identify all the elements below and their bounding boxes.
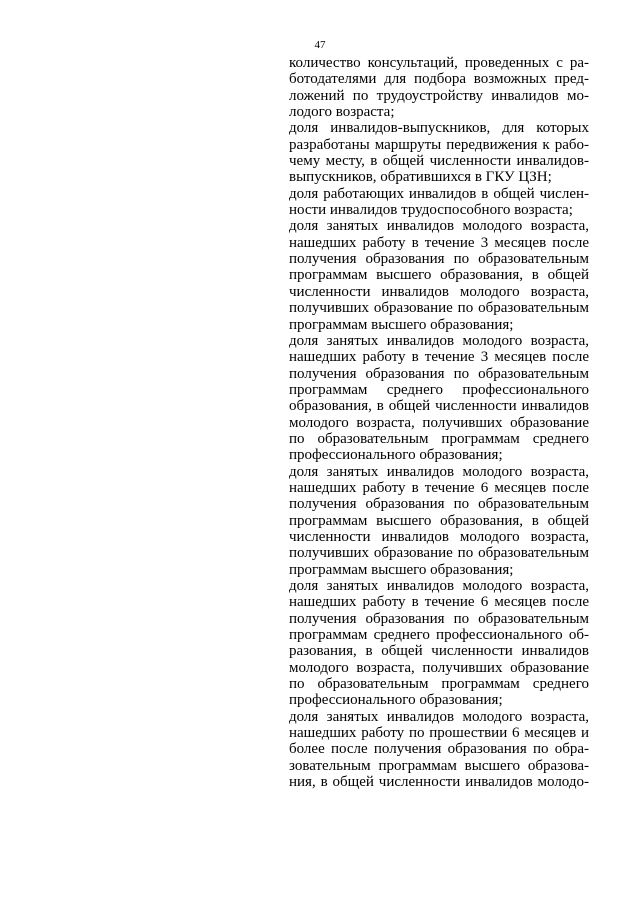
text-line: нашедших работу в течение 3 месяцев после [289, 349, 589, 366]
text-line: нашедших работу в течение 6 месяцев после [289, 594, 589, 611]
text-line: нашедших работу в течение 3 месяцев после [289, 234, 589, 251]
text-line: лодого возраста; [289, 104, 395, 121]
text-line: получивших образование по образовательным [289, 545, 589, 562]
text-line: доля занятых инвалидов молодого возраста, [289, 332, 589, 349]
text-line: по образовательным программам среднего [289, 430, 589, 447]
text-line: выпускников, обратившихся в ГКУ ЦЗН; [289, 169, 552, 186]
text-line: численности инвалидов молодого возраста, [289, 283, 589, 300]
text-line: доля занятых инвалидов молодого возраста, [289, 708, 589, 725]
text-line: ности инвалидов трудоспособного возраста; [289, 202, 573, 219]
text-line: доля занятых инвалидов молодого возраста, [289, 463, 589, 480]
text-line: получения образования по образовательным [289, 496, 589, 513]
text-line: получения образования по образовательным [289, 610, 589, 627]
text-line: молодого возраста, получивших образование [289, 414, 589, 431]
text-line: чему месту, в общей численности инвалидов- [289, 153, 589, 170]
text-line: молодого возраста, получивших образование [289, 659, 589, 676]
text-line: численности инвалидов молодого возраста, [289, 528, 589, 545]
text-line: доля занятых инвалидов молодого возраста, [289, 218, 589, 235]
text-line: ложений по трудоустройству инвалидов мо- [289, 87, 589, 104]
text-line: доля работающих инвалидов в общей числен- [289, 185, 589, 202]
text-line: получивших образование по образовательным [289, 300, 589, 317]
text-line: получения образования по образовательным [289, 251, 589, 268]
text-line: получения образования по образовательным [289, 365, 589, 382]
text-line: образования, в общей численности инвалидов [289, 398, 589, 415]
text-line: программам высшего образования; [289, 561, 514, 578]
text-line: разработаны маршруты передвижения к рабо- [289, 136, 589, 153]
body-text [289, 55, 589, 790]
text-line: программам высшего образования; [289, 316, 514, 333]
text-line: доля инвалидов-выпускников, для которых [289, 120, 589, 137]
text-line: нашедших работу по прошествии 6 месяцев и [289, 725, 589, 742]
text-line: профессионального образования; [289, 692, 503, 709]
page-number: 47 [314, 39, 326, 51]
text-line: ния, в общей численности инвалидов молодо- [289, 774, 589, 791]
text-line: профессионального образования; [289, 447, 503, 464]
text-line: разования, в общей численности инвалидов [289, 643, 589, 660]
text-line: более после получения образования по обра- [289, 741, 589, 758]
text-line: программам среднего профессионального об- [289, 627, 589, 644]
text-line: доля занятых инвалидов молодого возраста, [289, 578, 589, 594]
text-line: нашедших работу в течение 6 месяцев после [289, 479, 589, 496]
text-line: по образовательным программам среднего [289, 676, 589, 693]
text-line: ботодателями для подбора возможных пред- [289, 71, 589, 88]
text-line: программам среднего профессионального [289, 381, 589, 398]
text-line: количество консультаций, проведенных с ра- [289, 55, 589, 71]
text-line: программам высшего образования, в общей [289, 267, 589, 284]
text-line: программам высшего образования, в общей [289, 512, 589, 529]
text-line: зовательным программам высшего образова- [289, 757, 589, 774]
